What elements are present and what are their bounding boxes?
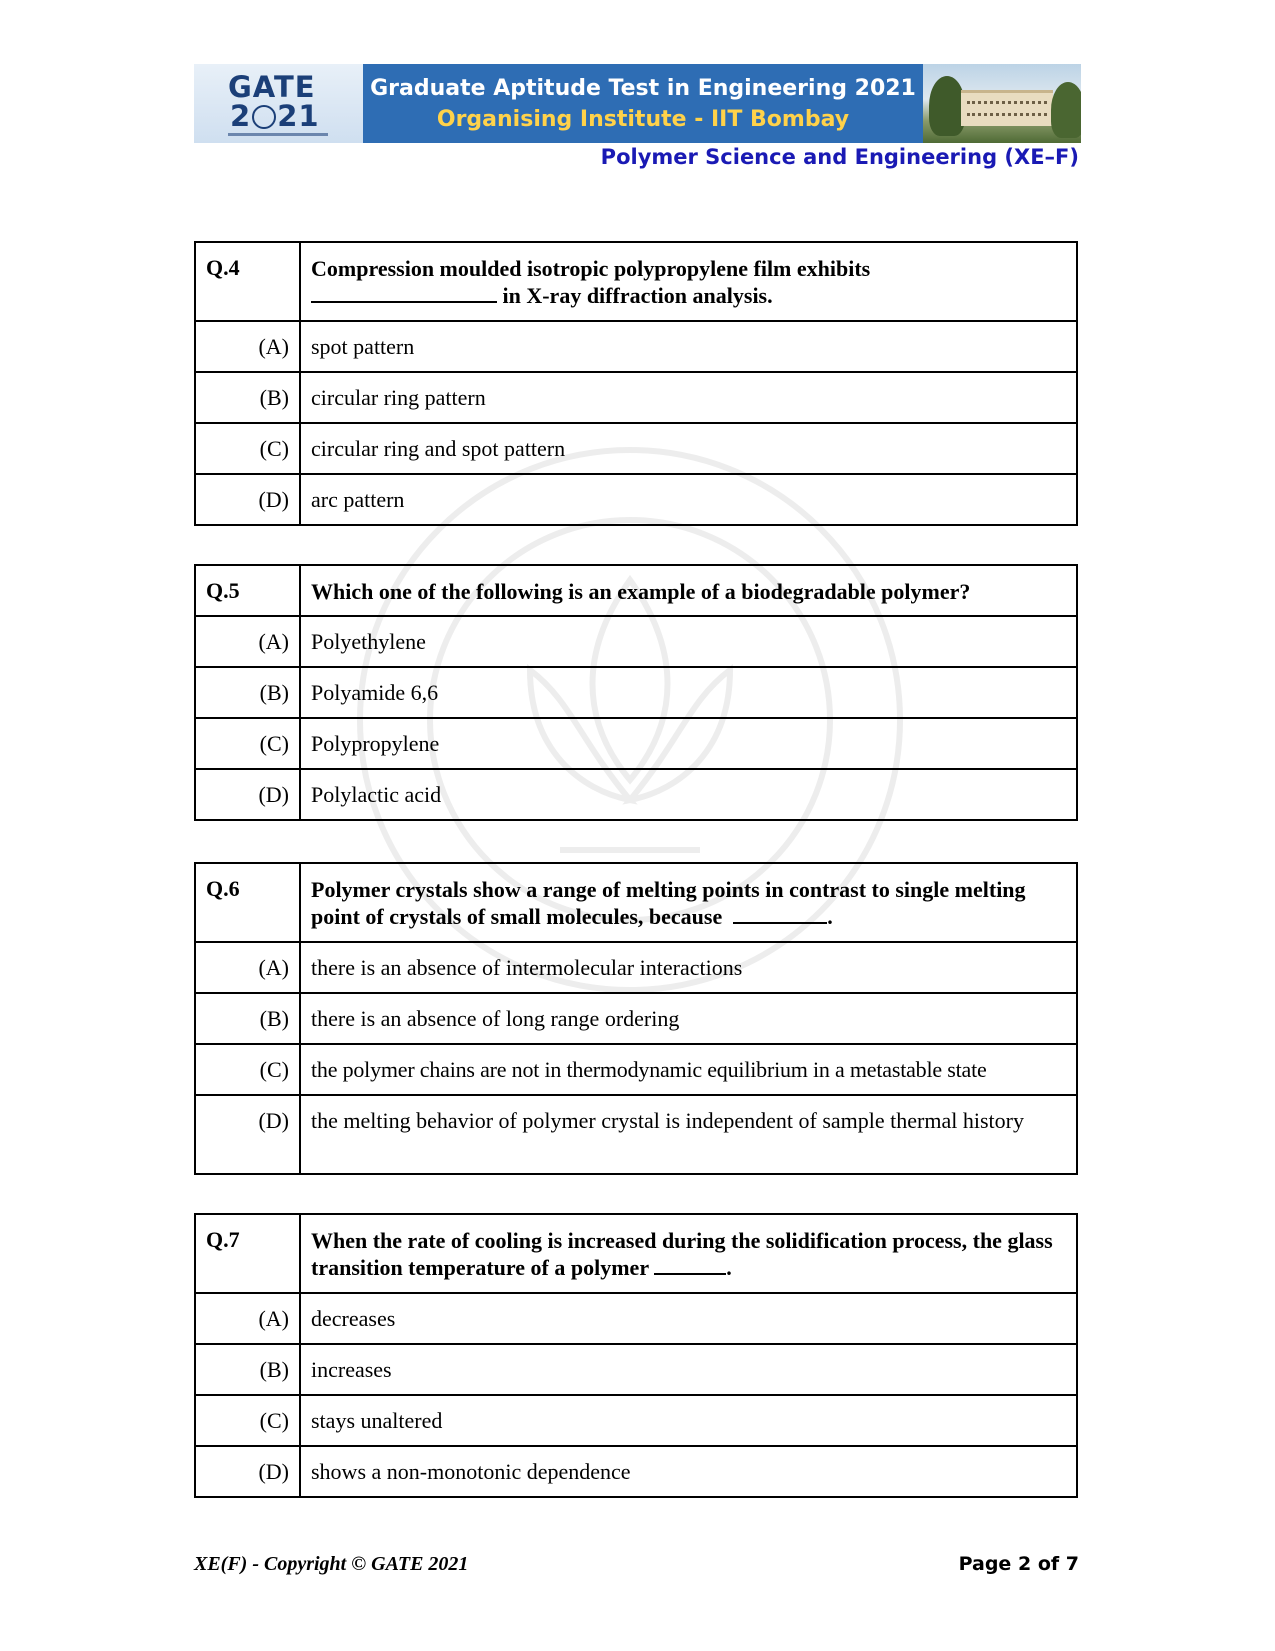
option-label: (D)	[195, 769, 300, 820]
option-label: (B)	[195, 1344, 300, 1395]
option-label: (C)	[195, 1395, 300, 1446]
option-label: (B)	[195, 993, 300, 1044]
option-text: decreases	[300, 1293, 1077, 1344]
option-text: circular ring and spot pattern	[300, 423, 1077, 474]
question-5-table	[194, 564, 1078, 821]
question-7-table	[194, 1213, 1078, 1498]
paper-subject: Polymer Science and Engineering (XE–F)	[600, 145, 1079, 169]
page-number: Page 2 of 7	[958, 1553, 1079, 1575]
option-text: circular ring pattern	[300, 372, 1077, 423]
question-text: Which one of the following is an example of a biodegradable polymer?	[300, 565, 1077, 616]
option-label: (A)	[195, 1293, 300, 1344]
footer-copyright: XE(F) - Copyright © GATE 2021	[194, 1553, 469, 1575]
option-text: there is an absence of long range ordering	[300, 993, 1077, 1044]
option-label: (C)	[195, 718, 300, 769]
tree-shape	[1051, 82, 1081, 138]
option-label: (B)	[195, 372, 300, 423]
option-text: the polymer chains are not in thermodynamic equilibrium in a metastable state	[300, 1044, 1077, 1095]
option-text: shows a non-monotonic dependence	[300, 1446, 1077, 1497]
logo-tagline	[228, 133, 328, 136]
question-text: Polymer crystals show a range of melting points in contrast to single melting point of crystals of small molecules, because .	[300, 863, 1077, 942]
option-label: (A)	[195, 616, 300, 667]
logo-seal-icon	[252, 105, 276, 129]
question-number: Q.5	[195, 565, 300, 616]
question-number: Q.4	[195, 242, 300, 321]
option-text: there is an absence of intermolecular interactions	[300, 942, 1077, 993]
option-text: stays unaltered	[300, 1395, 1077, 1446]
option-label: (C)	[195, 423, 300, 474]
option-text: increases	[300, 1344, 1077, 1395]
option-text: spot pattern	[300, 321, 1077, 372]
question-number: Q.7	[195, 1214, 300, 1293]
logo-gate-text: GATE	[228, 70, 316, 104]
campus-photo	[923, 64, 1081, 143]
option-label: (A)	[195, 942, 300, 993]
option-label: (D)	[195, 474, 300, 525]
option-label: (C)	[195, 1044, 300, 1095]
question-text: Compression moulded isotropic polypropylene film exhibits in X-ray diffraction analysis.	[300, 242, 1077, 321]
logo-year-text: 2 21	[230, 99, 320, 133]
tree-shape	[929, 76, 965, 136]
option-text: Polylactic acid	[300, 769, 1077, 820]
banner-organiser: Organising Institute - IIT Bombay	[436, 106, 850, 132]
option-label: (D)	[195, 1095, 300, 1174]
banner-title-block	[363, 64, 923, 143]
building-shape	[961, 90, 1053, 126]
option-text: Polyamide 6,6	[300, 667, 1077, 718]
option-text: arc pattern	[300, 474, 1077, 525]
banner-title: Graduate Aptitude Test in Engineering 2021	[370, 75, 916, 101]
option-text: the melting behavior of polymer crystal is independent of sample thermal history	[300, 1095, 1077, 1174]
question-4-table	[194, 241, 1078, 526]
option-text: Polypropylene	[300, 718, 1077, 769]
option-label: (A)	[195, 321, 300, 372]
option-label: (B)	[195, 667, 300, 718]
gate-logo	[194, 64, 363, 143]
header-banner	[194, 64, 1081, 143]
option-label: (D)	[195, 1446, 300, 1497]
question-6-table	[194, 862, 1078, 1175]
question-number: Q.6	[195, 863, 300, 942]
question-text: When the rate of cooling is increased during the solidification process, the glass transition temperature of a polymer .	[300, 1214, 1077, 1293]
option-text: Polyethylene	[300, 616, 1077, 667]
